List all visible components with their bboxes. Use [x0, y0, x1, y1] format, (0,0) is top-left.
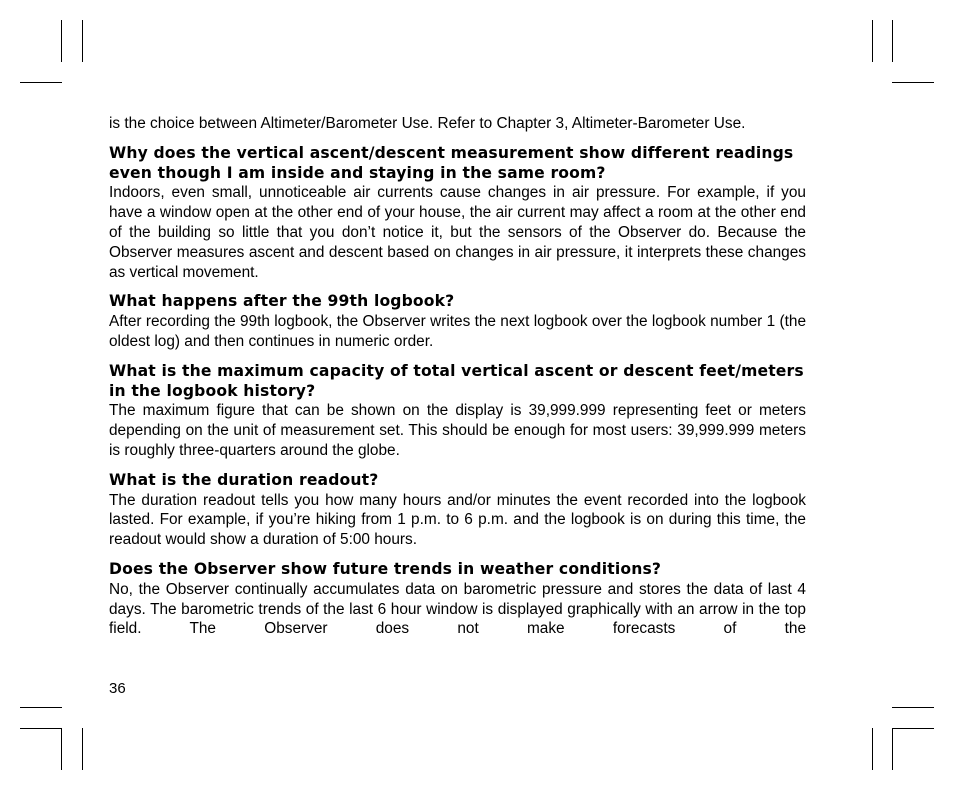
crop-mark-top-left-vertical-inner: [82, 20, 83, 62]
crop-mark-top-left-horizontal: [20, 82, 62, 83]
faq-question: Does the Observer show future trends in weather conditions?: [109, 559, 662, 578]
faq-answer: The maximum figure that can be shown on the display is 39,999.999 representing feet or meters depending on the unit of measurement set. This should be enough for most users: 39,999.999 meters is roughly three-quarters around the globe.: [109, 402, 806, 459]
faq-question: What happens after the 99th logbook?: [109, 292, 455, 311]
faq-answer: The duration readout tells you how many hours and/or minutes the event recorded into the logbook lasted. For example, if you’re hiking from 1 p.m. to 6 p.m. and the logbook is on during this time, the readout would show a duration of 5:00 hours.: [109, 491, 806, 549]
crop-mark-bottom-left-horizontal-lower: [20, 728, 62, 729]
crop-mark-bottom-left-vertical-outer: [61, 728, 62, 770]
faq-answer: After recording the 99th logbook, the Observer writes the next logbook over the logbook number 1 (the oldest log) and then continues in numeric order.: [109, 313, 806, 350]
crop-mark-bottom-left-vertical-inner: [82, 728, 83, 770]
crop-mark-top-left-vertical-outer: [61, 20, 62, 62]
faq-question: What is the maximum capacity of total vertical ascent or descent feet/meters in the logbook history?: [109, 361, 804, 400]
faq-answer: Indoors, even small, unnoticeable air currents cause changes in air pressure. For example, if you have a window open at the other end of your house, the air current may affect a room at the other end of the building so little that you don’t notice it, but the sensors of the Observer do. Because the Observer measures ascent and descent based on changes in air pressure, it interprets these changes as vertical movement.: [109, 184, 806, 281]
faq-item-weather-trends: [109, 560, 806, 639]
crop-mark-bottom-right-horizontal-lower: [892, 728, 934, 729]
crop-mark-top-right-vertical-outer: [892, 20, 893, 62]
intro-paragraph: is the choice between Altimeter/Barometer Use. Refer to Chapter 3, Altimeter-Barometer Use.: [109, 115, 746, 132]
faq-item-duration-readout: [109, 471, 806, 550]
faq-question: What is the duration readout?: [109, 470, 379, 489]
crop-mark-bottom-right-vertical-outer: [892, 728, 893, 770]
faq-answer: No, the Observer continually accumulates data on barometric pressure and stores the data of last 4 days. The barometric trends of the last 6 hour window is displayed graphically with an arrow in the top field. The Observer does not make forecasts of the: [109, 580, 806, 638]
faq-question: Why does the vertical ascent/descent measurement show different readings even though I am inside and staying in the same room?: [109, 143, 794, 182]
crop-mark-bottom-right-horizontal-upper: [892, 707, 934, 708]
crop-mark-top-right-vertical-inner: [872, 20, 873, 62]
page-content: [109, 114, 806, 639]
crop-mark-bottom-left-horizontal-upper: [20, 707, 62, 708]
faq-item-99th-logbook: [109, 292, 806, 351]
crop-mark-top-right-horizontal: [892, 82, 934, 83]
faq-item-max-capacity: [109, 362, 806, 461]
crop-mark-bottom-right-vertical-inner: [872, 728, 873, 770]
page-number: 36: [109, 680, 126, 697]
faq-item-indoor-readings: [109, 144, 806, 283]
